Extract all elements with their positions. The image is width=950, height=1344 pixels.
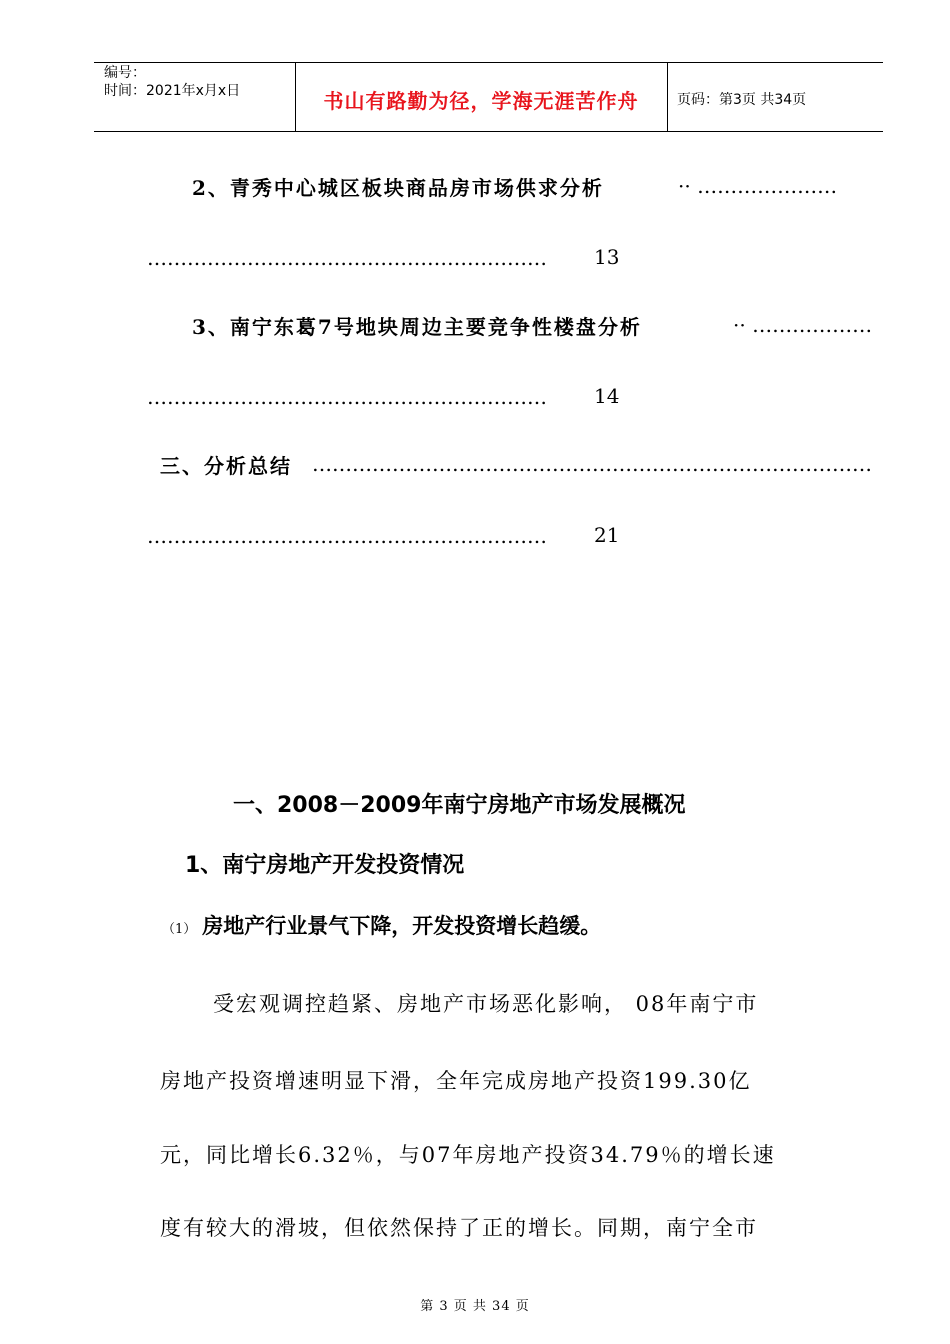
toc-page-number: 13 — [594, 245, 620, 269]
header-motto-cell — [295, 63, 668, 131]
toc-leader-dots: …………………………………………………… — [147, 385, 547, 409]
toc-leader-dots: ·· ……………… — [733, 313, 873, 337]
toc-page-number: 21 — [594, 523, 620, 547]
paragraph-line: 元，同比增长6.32％，与07年房地产投资34.79％的增长速 — [160, 1143, 776, 1167]
header-page-info: 页码：第3页 共34页 — [677, 92, 807, 108]
item-mark: （1） — [162, 922, 197, 937]
paragraph-line: 受宏观调控趋紧、房地产市场恶化影响， 08年南宁市 — [213, 992, 759, 1016]
item-title: 房地产行业景气下降，开发投资增长趋缓。 — [202, 913, 602, 938]
document-number-label: 编号： — [104, 65, 146, 81]
toc-entry-title[interactable]: 三、分析总结 — [160, 454, 292, 478]
document-time-label: 时间：2021年x月x日 — [104, 83, 241, 99]
header-meta-cell — [94, 63, 296, 131]
header-page-cell — [667, 63, 883, 131]
toc-leader-dots: ·· ………………… — [678, 174, 838, 198]
page-footer: 第 3 页 共 34 页 — [420, 1299, 530, 1314]
item-heading — [162, 910, 601, 940]
toc-entry-title[interactable]: 2、青秀中心城区板块商品房市场供求分析 — [192, 176, 604, 200]
toc-page-number: 14 — [594, 384, 620, 408]
toc-leader-dots: …………………………………………………… — [147, 246, 547, 270]
toc-leader-dots: …………………………………………………… — [147, 524, 547, 548]
subsection-heading: 1、南宁房地产开发投资情况 — [185, 853, 465, 878]
paragraph-line: 度有较大的滑坡，但依然保持了正的增长。同期，南宁全市 — [160, 1216, 758, 1240]
toc-leader-dots: ………………………………………………………………………… — [312, 452, 872, 476]
page-header — [94, 62, 883, 132]
header-motto: 书山有路勤为径，学海无涯苦作舟 — [323, 89, 639, 113]
toc-entry-title[interactable]: 3、南宁东葛7号地块周边主要竞争性楼盘分析 — [192, 315, 642, 339]
paragraph-line: 房地产投资增速明显下滑，全年完成房地产投资199.30亿 — [160, 1069, 752, 1093]
section-heading: 一、2008－2009年南宁房地产市场发展概况 — [233, 793, 686, 818]
